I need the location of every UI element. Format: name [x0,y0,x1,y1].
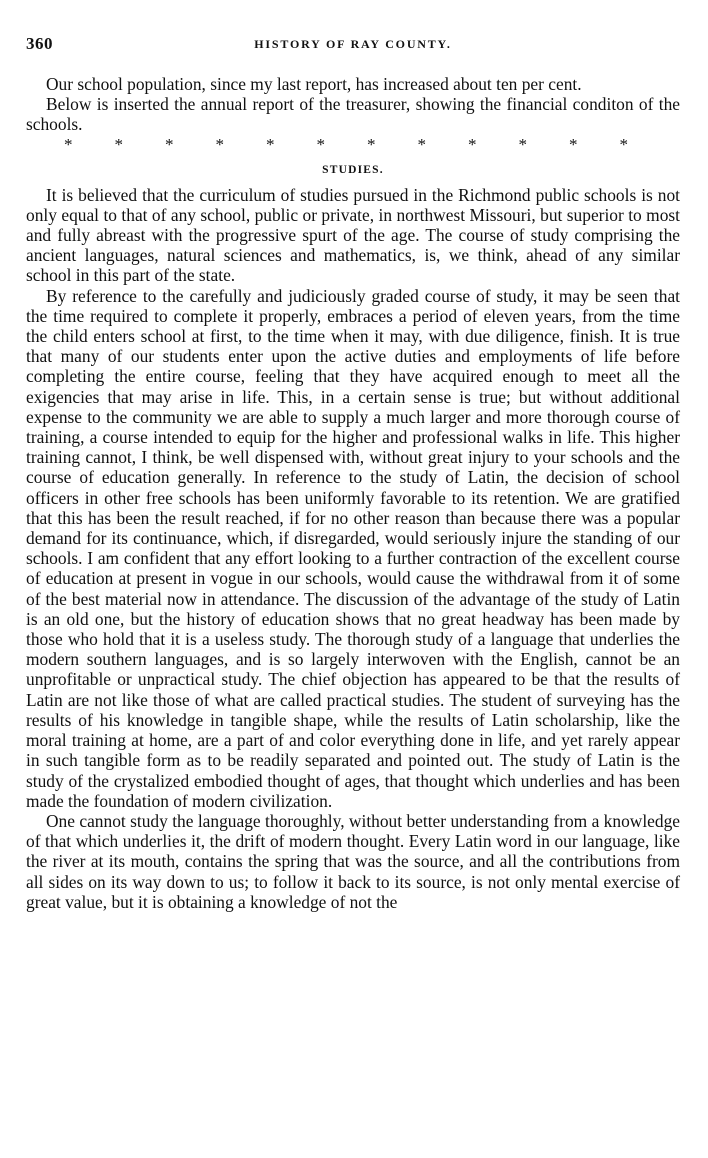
studies-paragraph: By reference to the carefully and judiciously graded course of study, it may be seen that the time required to complete it properly, embraces a period of eleven years, from the time the child enters school at first, to the time when it may, with due diligence, finish. It is true that many of our students enter upon the active duties and employments of life before completing the entire course, feeling that they have acquired enough to meet all the exigencies that may arise in life. This, in a certain sense is true; but without additional expense to the community we are able to supply a much larger and more thorough course of training, a course intended to equip for the higher and professional walks in life. This higher training cannot, I think, be well dispensed with, without great injury to your schools and the course of education generally. In reference to the study of Latin, the decision of school officers in other free schools has been uniformly favorable to its retention. We are gratified that this has been the result reached, if for no other reason than because there was a popular demand for its continuance, which, if disregarded, would seriously injure the standing of our schools. I am confident that any effort looking to a further contraction of the excellent course of education at present in vogue in our schools, would cause the withdrawal from it of some of the best material now in attendance. The discussion of the advantage of the study of Latin is an old one, but the history of education shows that no great headway has been made by those who hold that it is a useless study. The thorough study of a language that underlies the modern southern languages, and is so largely interwoven with the English, cannot be an unprofitable or unpractical study. The chief objection has appeared to be that the results of Latin are not like those of what are called practical studies. The student of surveying has the results of his knowledge in tangible shape, while the results of Latin scholarship, like the moral training at home, are a part of and color everything done in life, and yet rarely appear in such tangible form as to be readily separated and pointed out. The study of Latin is the study of the crystalized embodied thought of ages, that thought which underlies and has been made the foundation of modern civilization. [26,285,680,811]
star: * [367,134,376,154]
intro-paragraph: Our school population, since my last report, has increased about ten per cent. [46,74,582,94]
omission-stars [26,135,680,155]
star: * [266,134,275,154]
star: * [569,134,578,154]
star: * [518,134,527,154]
star: * [619,134,628,154]
star: * [215,134,224,154]
studies-paragraph: One cannot study the language thoroughly, without better understanding from a knowledge of that which underlies it, the drift of modern thought. Every Latin word in our language, like the river at its mouth, contains the spring that was the source, and all the contributions from all sides on its way down to us; to follow it back to its source, is not only mental exercise of great value, but it is obtaining a knowledge of not the [26,810,680,912]
star: * [417,134,426,154]
studies-paragraph: It is believed that the curriculum of studies pursued in the Richmond public schools is not only equal to that of any school, public or private, in northwest Missouri, but superior to most and fully abreast with the progressive spurt of the age. The course of study comprising the ancient languages, natural sciences and mathematics, is, we think, ahead of any similar school in this part of the state. [26,184,680,286]
page-number: 360 [26,34,53,53]
section-heading-studies: STUDIES. [322,163,384,176]
star: * [468,134,477,154]
star: * [114,134,123,154]
star: * [165,134,174,154]
star: * [316,134,325,154]
intro-paragraph: Below is inserted the annual report of the treasurer, showing the financial conditon of the schools. [26,94,680,135]
star: * [64,134,73,154]
running-head [26,34,680,58]
running-title: HISTORY OF RAY COUNTY. [254,37,452,51]
